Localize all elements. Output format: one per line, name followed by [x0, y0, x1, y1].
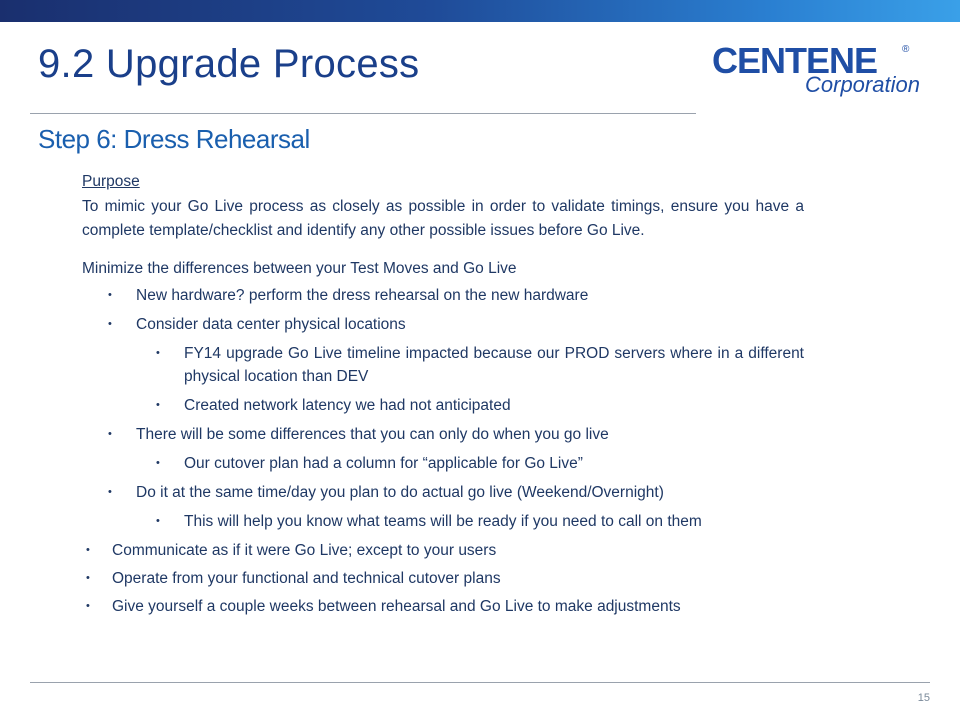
list-item-text: Created network latency we had not anticipated	[184, 397, 511, 414]
list-item-text: Do it at the same time/day you plan to do actual go live (Weekend/Overnight)	[136, 484, 664, 501]
list-item	[82, 481, 804, 504]
bullet-icon: •	[108, 289, 112, 301]
list-item	[82, 510, 804, 533]
list-item	[82, 595, 804, 618]
list-item-text: Our cutover plan had a column for “applicable for Go Live”	[184, 455, 583, 472]
company-logo	[712, 40, 932, 100]
slide-body	[82, 170, 804, 623]
bullet-icon: •	[86, 572, 90, 584]
slide-subtitle: Step 6: Dress Rehearsal	[38, 124, 310, 154]
bullet-list	[0, 284, 804, 618]
bullet-icon: •	[156, 515, 160, 527]
bullet-icon: •	[156, 457, 160, 469]
footer-divider	[30, 682, 930, 683]
list-item	[82, 284, 804, 307]
list-item	[82, 567, 804, 590]
list-item-text: New hardware? perform the dress rehearsal on the new hardware	[136, 287, 589, 304]
logo-registered-mark: ®	[902, 44, 910, 55]
title-divider	[30, 113, 696, 114]
logo-corporation: Corporation	[805, 72, 920, 97]
list-item	[82, 313, 804, 336]
list-item-text: Give yourself a couple weeks between rehearsal and Go Live to make adjustments	[112, 598, 681, 615]
bullet-icon: •	[156, 399, 160, 411]
list-item-text: Consider data center physical locations	[136, 316, 406, 333]
bullet-icon: •	[156, 347, 160, 359]
list-item-text: Communicate as if it were Go Live; except to your users	[112, 542, 497, 559]
list-item-text: FY14 upgrade Go Live timeline impacted because our PROD servers where in a different physical location than DEV	[184, 345, 804, 385]
page-number: 15	[917, 692, 930, 704]
list-item-text: This will help you know what teams will be ready if you need to call on them	[184, 513, 702, 530]
list-item	[82, 423, 804, 446]
bullet-icon: •	[108, 428, 112, 440]
purpose-heading: Purpose	[82, 173, 140, 190]
top-banner	[0, 0, 960, 22]
bullet-icon: •	[86, 544, 90, 556]
lead-text: Minimize the differences between your Test Moves and Go Live	[82, 260, 517, 277]
bullet-icon: •	[86, 600, 90, 612]
slide-title: 9.2 Upgrade Process	[38, 42, 420, 86]
list-item	[82, 342, 804, 388]
list-item	[82, 394, 804, 417]
bullet-icon: •	[108, 318, 112, 330]
bullet-icon: •	[108, 486, 112, 498]
list-item-text: There will be some differences that you can only do when you go live	[136, 426, 609, 443]
logo-name: CENTENE	[712, 40, 878, 81]
list-item-text: Operate from your functional and technical cutover plans	[112, 570, 501, 587]
list-item	[82, 452, 804, 475]
purpose-text: To mimic your Go Live process as closely as possible in order to validate timings, ensure you have a complete template/checklist and identify any other possible issues before Go Live.	[82, 198, 804, 239]
list-item	[82, 539, 804, 562]
